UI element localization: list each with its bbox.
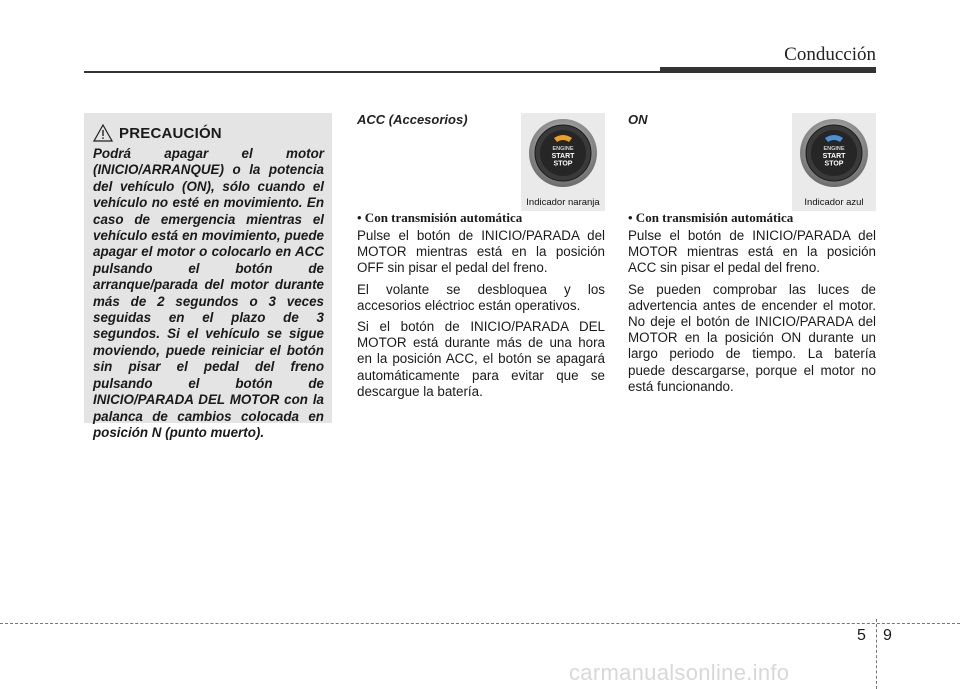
on-bullet: • Con transmisión automática [628, 210, 794, 225]
engine-start-button-icon [521, 113, 605, 197]
on-button-text-stop: STOP [824, 160, 844, 168]
on-button-text-engine: ENGINE [823, 146, 845, 152]
engine-start-button-icon [792, 113, 876, 197]
page-number: 9 [883, 627, 892, 644]
section-number: 5 [857, 627, 866, 644]
caution-header [93, 121, 324, 145]
on-image-caption: Indicador azul [804, 197, 864, 208]
on-button-text-start: START [822, 153, 846, 160]
footer-dashed-rule [0, 623, 960, 624]
page-header-title: Conducción [784, 44, 876, 65]
header-rule [84, 71, 660, 73]
acc-paragraph-1: Pulse el botón de INICIO/PARADA del MOTOR mientras está en la posición OFF sin pisar el pedal del freno. [357, 228, 605, 276]
caution-box [84, 113, 332, 440]
acc-button-text-start: START [551, 153, 575, 160]
acc-button-text-stop: STOP [553, 160, 573, 168]
caution-text: Podrá apagar el motor (INICIO/ARRANQUE) o la potencia del vehículo (ON), sólo cuando el vehículo no esté en movimiento. En caso de emergencia mientras el vehículo está en movimiento, puede apagar el motor o colocarlo en ACC pulsando el botón de arranque/parada del motor durante más de 2 segundos o 3 veces seguidas en el plazo de 3 segundos. Si el vehículo se sigue moviendo, puede reiniciar el botón sin pisar el pedal del freno pulsando el botón de INICIO/PARADA DEL MOTOR con la palanca de cambios colocada en posición N (punto muerto). [93, 146, 324, 440]
acc-bullet: • Con transmisión automática [357, 210, 523, 225]
header-rule-accent [660, 67, 876, 73]
acc-paragraph-2: El volante se desbloquea y los accesorios eléctrioc están operativos. [357, 281, 605, 313]
warning-triangle-icon [93, 124, 113, 142]
acc-button-image [521, 113, 605, 211]
acc-image-caption: Indicador naranja [526, 197, 600, 208]
acc-title: ACC (Accesorios) [357, 112, 468, 127]
on-button-image [792, 113, 876, 211]
on-body [628, 210, 876, 400]
caution-title: PRECAUCIÓN [119, 124, 222, 142]
acc-body [357, 210, 605, 405]
acc-paragraph-3: Si el botón de INICIO/PARADA DEL MOTOR está durante más de una hora en la posición ACC, el botón se apagará automáticamente para evitar que se descargue la batería. [357, 319, 605, 399]
on-title: ON [628, 112, 648, 127]
footer-dashed-divider [876, 619, 877, 689]
acc-button-text-engine: ENGINE [552, 146, 574, 152]
on-paragraph-1: Pulse el botón de INICIO/PARADA del MOTOR mientras está en la posición ACC sin pisar el pedal del freno. [628, 228, 876, 276]
on-paragraph-2: Se pueden comprobar las luces de advertencia antes de encender el motor. No deje el botón de INICIO/PARADA del MOTOR en la posición ON durante un largo periodo de tiempo. La batería puede descargarse, porque el motor no está funcionando. [628, 281, 876, 394]
watermark: carmanualsonline.info [569, 660, 790, 685]
